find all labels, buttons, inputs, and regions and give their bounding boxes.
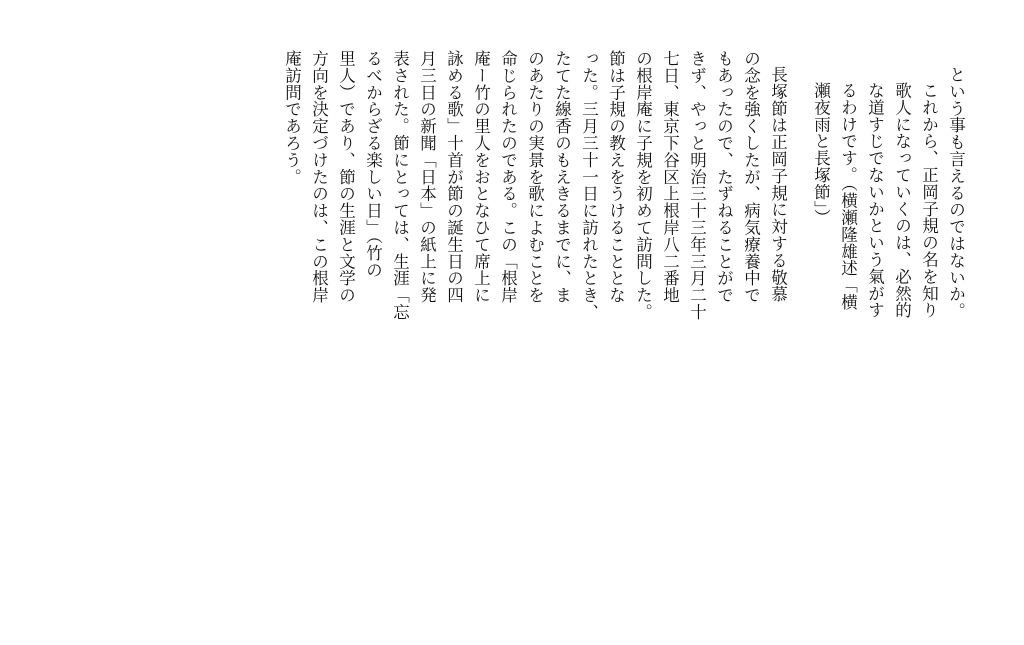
- text-column: な道すじでないかという氣がす: [865, 82, 885, 319]
- text-column: 節は子規の教えをうけることとな: [606, 50, 626, 304]
- text-column: 庵訪問であろう。: [282, 50, 302, 186]
- text-column: 庵ー竹の里人をおとなひて席上に: [471, 50, 491, 304]
- text-column: 月三日の新聞「日本」の紙上に発: [417, 50, 437, 304]
- text-column: 歌人になっていくのは、必然的: [892, 82, 912, 319]
- text-column: るべからざる楽しい日」（竹の: [363, 50, 383, 279]
- text-column: 詠める歌」十首が節の誕生日の四: [444, 50, 464, 304]
- text-column: きず、やっと明治三十三年三月二十: [687, 50, 707, 321]
- text-column: の根岸庵に子規を初めて訪問した。: [633, 50, 653, 321]
- text-column: もあったので、たずねることがで: [714, 50, 734, 304]
- text-column: るわけです。（横瀬隆雄述「横: [838, 82, 858, 311]
- text-column: 七日、東京下谷区上根岸八二番地: [660, 50, 680, 304]
- text-column: 長塚節は正岡子規に対する敬慕: [768, 66, 788, 303]
- text-column: 方向を決定づけたのは、この根岸: [309, 50, 329, 304]
- text-column: これから、正岡子規の名を知り: [919, 82, 939, 319]
- text-column: 命じられたのである。この「根岸: [498, 50, 518, 304]
- text-column: という事も言えるのではないか。: [946, 66, 966, 320]
- text-column: 表された。節にとっては、生涯「忘: [390, 50, 410, 321]
- text-column: 里人）であり、節の生涯と文学の: [336, 50, 356, 304]
- text-column: たてた線香のもえきるまでに、ま: [552, 50, 572, 304]
- text-column: の念を強くしたが、病気療養中で: [741, 50, 761, 304]
- text-column: 瀬夜雨と長塚節」）: [811, 82, 831, 226]
- text-column: った。三月三十一日に訪れたとき、: [579, 50, 599, 321]
- text-column: のあたりの実景を歌によむことを: [525, 50, 545, 304]
